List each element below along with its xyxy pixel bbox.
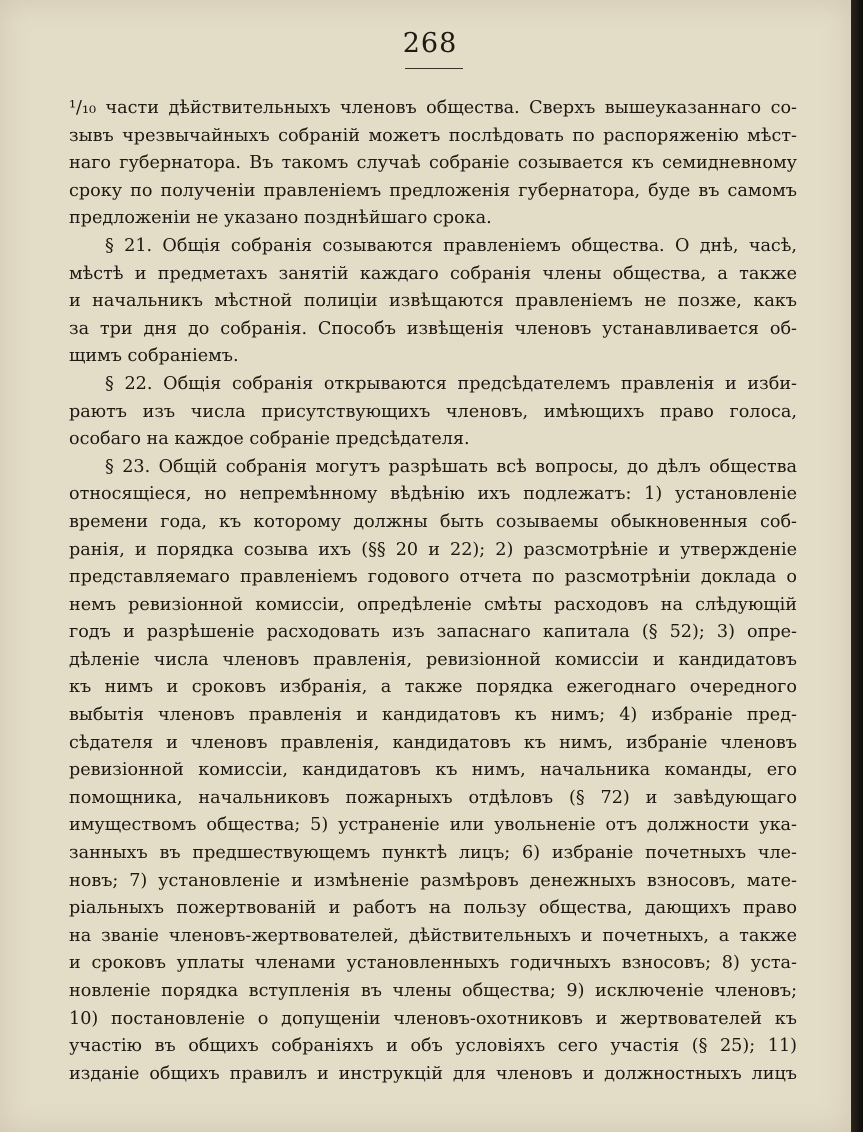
text-line: новъ; 7) установленiе и измѣненiе размѣровъ денежныхъ взносовъ, мате-: [69, 870, 797, 891]
text-line: рiальныхъ пожертвованiй и работъ на пользу общества, дающихъ право: [69, 898, 797, 919]
text-line: на званiе членовъ-жертвователей, дѣйствительныхъ и почетныхъ, а также: [69, 925, 797, 946]
text-line: представляемаго правленiемъ годового отчета по разсмотрѣнiи доклада о: [69, 567, 797, 588]
text-line: сроку по полученiи правленiемъ предложенiя губернатора, буде въ самомъ: [69, 180, 797, 201]
text-line: щимъ собранiемъ.: [69, 346, 239, 367]
text-line: годъ и разрѣшенiе расходовать изъ запаснаго капитала (§ 52); 3) опре-: [69, 622, 797, 643]
text-line: помощника, начальниковъ пожарныхъ отдѣловъ (§ 72) и завѣдующаго: [69, 787, 797, 808]
text-line: немъ ревизiонной комиссiи, опредѣленiе смѣты расходовъ на слѣдующiй: [69, 594, 797, 615]
text-line: зывъ чрезвычайныхъ собранiй можетъ послѣдовать по распоряженiю мѣст-: [69, 125, 797, 146]
text-line: имуществомъ общества; 5) устраненiе или увольненiе отъ должности ука-: [69, 815, 797, 836]
text-line: 10) постановленiе о допущенiи членовъ-охотниковъ и жертвователей къ: [69, 1008, 797, 1029]
text-line: новленiе порядка вступленiя въ члены общества; 9) исключенiе членовъ;: [69, 981, 797, 1001]
text-line: § 21. Общiя собранiя созываются правленiемъ общества. О днѣ, часѣ,: [105, 235, 797, 256]
text-line: относящiеся, но непремѣнному вѣдѣнiю ихъ подлежатъ: 1) установленiе: [69, 484, 797, 505]
text-line: сѣдателя и членовъ правленiя, кандидатовъ къ нимъ, избранiе членовъ: [69, 732, 797, 753]
text-line: дѣленiе числа членовъ правленiя, ревизiонной комиссiи и кандидатовъ: [69, 649, 797, 670]
text-line: выбытiя членовъ правленiя и кандидатовъ къ нимъ; 4) избранiе пред-: [69, 705, 797, 726]
text-line: § 23. Общiй собранiя могутъ разрѣшать всѣ вопросы, до дѣлъ общества: [105, 456, 797, 477]
text-line: раютъ изъ числа присутствующихъ членовъ, имѣющихъ право голоса,: [69, 401, 797, 422]
page-number-rule: [405, 68, 463, 69]
text-line: ¹/₁₀ части дѣйствительныхъ членовъ общества. Сверхъ вышеуказаннаго со-: [69, 98, 797, 118]
text-line: за три дня до собранiя. Способъ извѣщенiя членовъ устанавливается об-: [69, 318, 797, 339]
scan-edge: [851, 0, 863, 1132]
text-line: и сроковъ уплаты членами установленныхъ годичныхъ взносовъ; 8) уста-: [69, 953, 797, 974]
text-line: § 22. Общiя собранiя открываются предсѣдателемъ правленiя и изби-: [105, 373, 797, 394]
text-line: времени года, къ которому должны быть созываемы обыкновенныя соб-: [69, 511, 797, 532]
text-line: и начальникъ мѣстной полицiи извѣщаются правленiемъ не позже, какъ: [69, 291, 797, 312]
page-number: 268: [402, 28, 458, 59]
body-text: [69, 95, 797, 1088]
text-line: занныхъ въ предшествующемъ пунктѣ лицъ; 6) избранiе почетныхъ чле-: [69, 843, 797, 864]
text-line: изданiе общихъ правилъ и инструкцiй для членовъ и должностныхъ лицъ: [69, 1063, 797, 1084]
text-line: предложенiи не указано позднѣйшаго срока.: [69, 208, 492, 229]
text-line: особаго на каждое собранiе предсѣдателя.: [69, 429, 470, 450]
text-line: наго губернатора. Въ такомъ случаѣ собранiе созывается къ семидневному: [69, 153, 797, 174]
text-line: участiю въ общихъ собранiяхъ и объ условiяхъ сего участiя (§ 25); 11): [69, 1036, 797, 1057]
text-line: ранiя, и порядка созыва ихъ (§§ 20 и 22); 2) разсмотрѣнiе и утвержденiе: [69, 539, 797, 560]
text-line: къ нимъ и сроковъ избранiя, а также порядка ежегоднаго очередного: [69, 677, 797, 698]
text-line: ревизiонной комиссiи, кандидатовъ къ нимъ, начальника команды, его: [69, 760, 797, 781]
text-line: мѣстѣ и предметахъ занятiй каждаго собранiя члены общества, а также: [69, 263, 797, 284]
